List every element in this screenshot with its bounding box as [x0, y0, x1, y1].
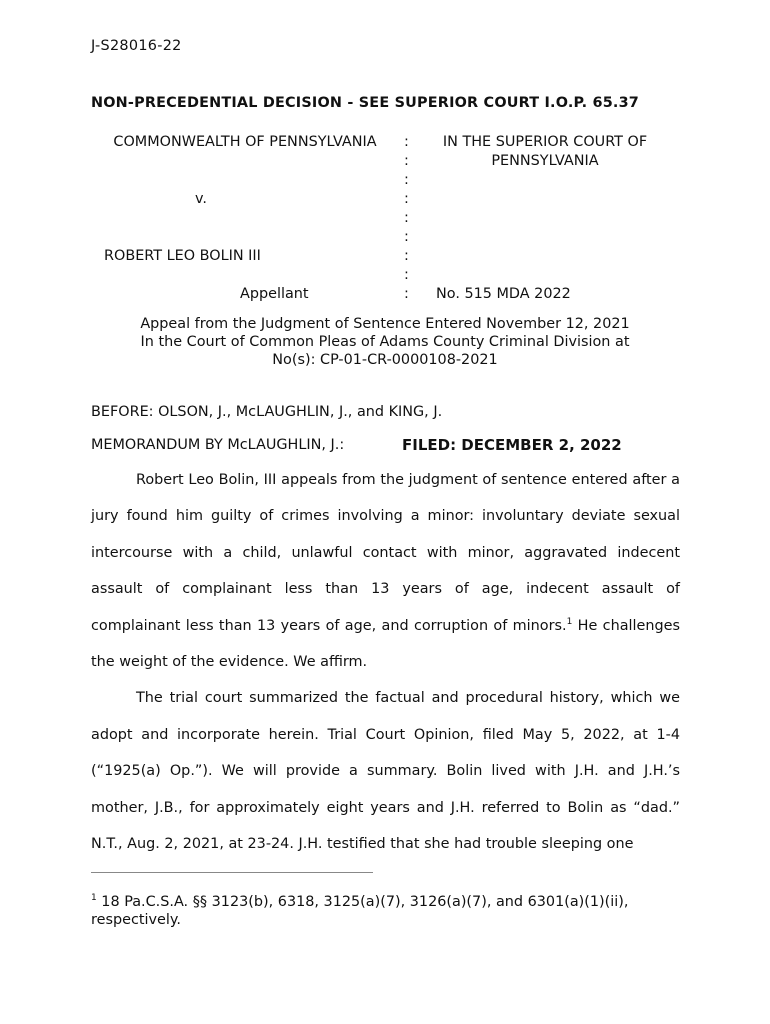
appeal-line1: Appeal from the Judgment of Sentence Entered November 12, 2021 [140, 316, 630, 332]
divider-colon: : [404, 153, 409, 169]
appeal-line2: In the Court of Common Pleas of Adams County Criminal Division at [140, 334, 630, 350]
divider-colon: : [404, 248, 409, 264]
non-precedential-banner: NON-PRECEDENTIAL DECISION - SEE SUPERIOR COURT I.O.P. 65.37 [91, 95, 639, 111]
footnote-mark: 1 [91, 893, 97, 904]
versus-label: v. [195, 191, 207, 207]
divider-colon: : [404, 286, 409, 302]
paragraph-1-text: Robert Leo Bolin, III appeals from the judgment of sentence entered after a jury found him guilty of crimes involving a minor: involuntary deviate sexual intercourse with a child, unlawful contact with minor, aggravated indecent assault of complainant less than 13 years of age, indecent assault of complainant less than 13 years of age, and corruption of minors. [91, 472, 680, 634]
filed-date: FILED: DECEMBER 2, 2022 [402, 436, 622, 454]
panel-before: BEFORE: OLSON, J., McLAUGHLIN, J., and KING, J. [91, 404, 443, 420]
docket-number: No. 515 MDA 2022 [436, 286, 571, 302]
appeal-info [90, 315, 680, 369]
caption-divider [404, 133, 414, 304]
divider-colon: : [404, 229, 409, 245]
paragraph-2: The trial court summarized the factual and procedural history, which we adopt and incorporate herein. Trial Court Opinion, filed May 5, 2022, at 1-4 (“1925(a) Op.”). We will provide a summary. Bolin lived with J.H. and J.H.’s mother, J.B., for approximately eight years and J.H. referred to Bolin as “dad.” N.T., Aug. 2, 2021, at 23-24. J.H. testified that she had trouble sleeping one [91, 690, 680, 853]
divider-colon: : [404, 267, 409, 283]
divider-colon: : [404, 210, 409, 226]
footnote-ref[interactable]: 1 [566, 616, 573, 627]
footnote [91, 893, 691, 929]
opinion-body [91, 462, 680, 862]
divider-colon: : [404, 172, 409, 188]
appeal-line3: No(s): CP-01-CR-0000108-2021 [272, 352, 498, 368]
divider-colon: : [404, 134, 409, 150]
court-name-line1: IN THE SUPERIOR COURT OF [442, 134, 648, 150]
footnote-divider [91, 872, 373, 873]
divider-colon: : [404, 191, 409, 207]
appellant-role: Appellant [240, 286, 309, 302]
docket-code: J-S28016-22 [91, 38, 182, 54]
memorandum-author: MEMORANDUM BY McLAUGHLIN, J.: [91, 437, 345, 453]
court-name-line2: PENNSYLVANIA [491, 153, 599, 169]
paragraph-1 [91, 462, 680, 680]
defendant-name: ROBERT LEO BOLIN III [104, 248, 261, 264]
plaintiff-name: COMMONWEALTH OF PENNSYLVANIA [113, 134, 377, 150]
footnote-text: 18 Pa.C.S.A. §§ 3123(b), 6318, 3125(a)(7), 3126(a)(7), and 6301(a)(1)(ii), respectively. [91, 894, 629, 928]
paragraph-1-text-cont: He challenges the weight of the evidence. We affirm. [91, 617, 680, 671]
court-name [420, 133, 670, 171]
